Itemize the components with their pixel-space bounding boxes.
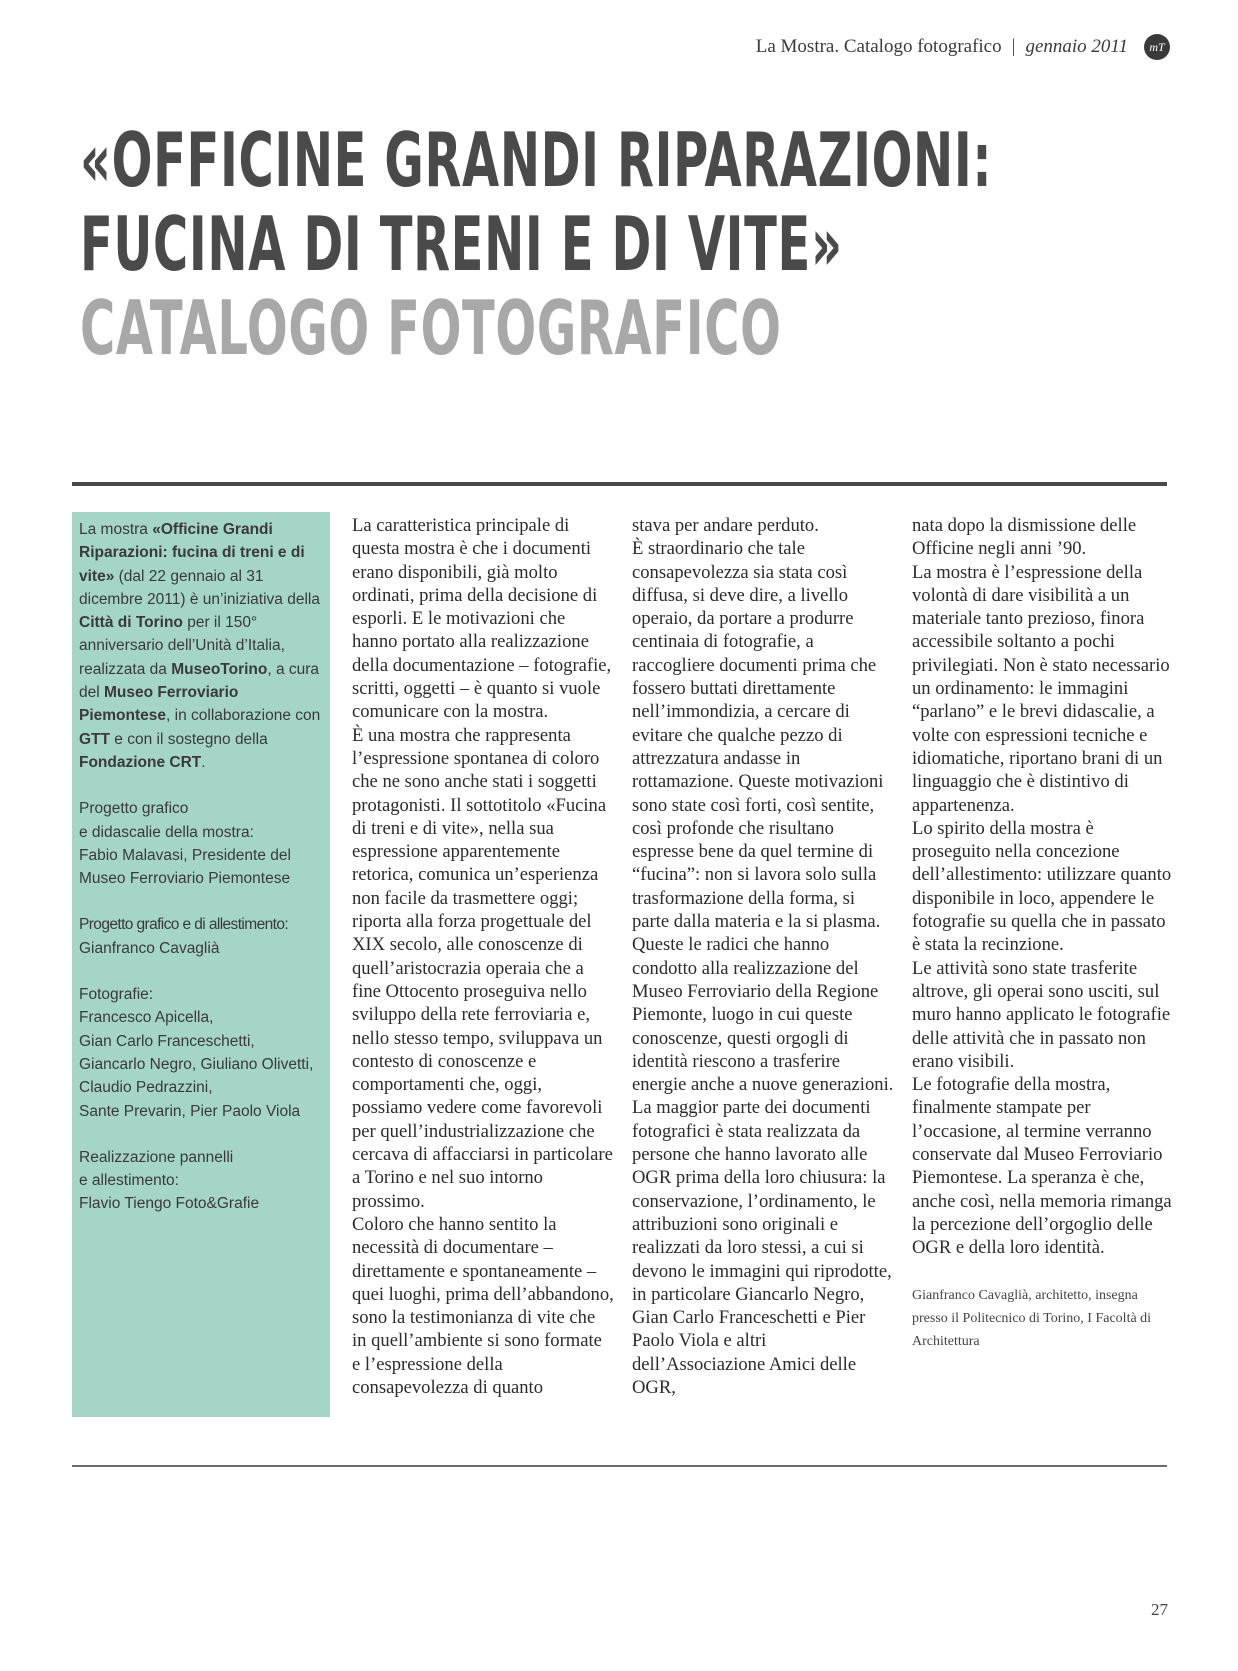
sidebar-intro — [79, 518, 324, 774]
paragraph: Coloro che hanno sentito la necessità di documentare – direttamente e spontaneamente – quei luoghi, prima dell’abbandono, sono la testimonianza di vite che in quell’ambiente si sono formate e l’espressione della consapevolezza di quanto — [352, 1213, 614, 1398]
organizer-name: MuseoTorino — [171, 660, 268, 678]
bottom-divider — [72, 1465, 1167, 1467]
author-signature: Gianfranco Cavaglià, architetto, insegna presso il Politecnico di Torino, I Facoltà di Architettura — [912, 1287, 1152, 1350]
paragraph: stava per andare perduto. — [632, 515, 819, 536]
title-line-1: «OFFICINE GRANDI RIPARAZIONI: — [80, 116, 993, 204]
paragraph: È una mostra che rappresenta l’espressione spontanea di coloro che ne sono anche stati i soggetti protagonisti. Il sottotitolo «Fucina di treni e di vite», nella sua espressione apparentemente retorica, comunica un’esperienza non facile da trasmettere oggi; riporta alla forza progettuale del XIX secolo, alle conoscenze di quell’aristocrazia operaia che a fine Ottocento proseguiva nello sviluppo della rete ferroviaria e, nello stesso tempo, sviluppava un contesto di conoscenze e comportamenti che, oggi, possiamo vedere come favorevoli per quell’industrializzazione che cercava di affacciarsi in particolare a Torino e nel suo intorno prossimo. — [352, 724, 613, 1212]
info-sidebar — [72, 512, 330, 1417]
publication-name: La Mostra. Catalogo fotografico — [755, 36, 1002, 57]
issue-date: gennaio 2011 — [1025, 36, 1128, 57]
credit-line: Sante Prevarin, Pier Paolo Viola — [79, 1102, 301, 1120]
top-divider — [72, 482, 1167, 486]
intro-text: (dal 22 gennaio al 31 dicembre 2011) è un’iniziativa della — [79, 567, 320, 608]
article-title — [80, 118, 1130, 370]
header-separator: | — [1011, 36, 1016, 57]
intro-text: , in collaborazione con — [166, 707, 321, 725]
intro-text: e con il sostegno della — [110, 730, 268, 748]
page-number: 27 — [1151, 1600, 1168, 1619]
curator-name: Museo Ferroviario Piemontese — [79, 684, 239, 725]
running-header — [756, 34, 1170, 60]
credit-line: e didascalie della mostra: — [79, 823, 254, 841]
credit-line: Gian Carlo Franceschetti, — [79, 1032, 255, 1050]
credit-line: Fabio Malavasi, Presidente del — [79, 846, 291, 864]
paragraph: La maggior parte dei documenti fotografici è stata realizzata da persone che hanno lavorato alle OGR prima della loro chiusura: la conservazione, l’ordinamento, le attribuzioni sono originali e realizzati da loro stessi, a cui si devono le immagini qui riprodotte, in particolare Giancarlo Negro, Gian Carlo Franceschetti e Pier Paolo Viola e altri dell’Associazione Amici delle OGR, — [632, 1097, 892, 1398]
body-column-1 — [352, 514, 614, 1399]
credit-photography — [79, 983, 324, 1123]
credit-line: Gianfranco Cavaglià — [79, 939, 220, 957]
credit-setup-design — [79, 913, 324, 960]
sponsor-name: Fondazione CRT — [79, 753, 202, 771]
body-column-2 — [632, 514, 894, 1399]
credit-line: Realizzazione pannelli — [79, 1148, 234, 1166]
paragraph: Le attività sono state trasferite altrove, gli operai sono usciti, sul muro hanno applicato le fotografie delle attività che in passato non erano visibili. — [912, 957, 1171, 1072]
credit-line: Progetto grafico e di allestimento: — [79, 916, 289, 934]
paragraph: Lo spirito della mostra è proseguito nella concezione dell’allestimento: utilizzare quanto disponibile in loco, appendere le fotografie su quella che in passato è stata la recinzione. — [912, 817, 1172, 956]
credit-line: Claudio Pedrazzini, — [79, 1079, 213, 1097]
paragraph: La caratteristica principale di questa mostra è che i documenti erano disponibili, già molto ordinati, prima della decisione di esporli. E le motivazioni che hanno portato alla realizzazione della documentazione – fotografie, scritti, oggetti – è quanto si vuole comunicare con la mostra. — [352, 515, 612, 723]
body-column-3 — [912, 514, 1174, 1353]
intro-text: , a cura del — [79, 660, 320, 702]
exhibition-name: «Officine Grandi Riparazioni: fucina di treni e di vite» — [79, 521, 305, 585]
paragraph: La mostra è l’espressione della volontà di dare visibilità a un materiale tanto prezioso, finora accessibile soltanto a pochi privilegiati. Non è stato necessario un ordinamento: le immagini “parlano” e le brevi didascalie, a volte con espressioni tecniche e idiomatiche, riportano brani di un linguaggio che è distintivo di appartenenza. — [912, 561, 1170, 816]
credit-panels — [79, 1146, 324, 1216]
credit-line: Giancarlo Negro, Giuliano Olivetti, — [79, 1055, 314, 1073]
magazine-logo-icon: mT — [1144, 34, 1170, 60]
paragraph: Le fotografie della mostra, finalmente stampate per l’occasione, al termine verranno conservate dal Museo Ferroviario Piemontese. La speranza è che, anche così, nella memoria rimanga la percezione dell’orgoglio delle OGR e della loro identità. — [912, 1074, 1172, 1259]
intro-text: . — [201, 753, 206, 771]
intro-text: La mostra — [79, 521, 153, 538]
partner-name: GTT — [79, 730, 110, 748]
intro-text: per il 150° anniversario dell’Unità d’Italia, realizzata da — [79, 614, 285, 678]
title-line-2: FUCINA DI TRENI E DI VITE» — [80, 200, 843, 288]
paragraph: È straordinario che tale consapevolezza sia stata così diffusa, si deve dire, a livello operaio, da portare a produrre centinaia di fotografie, a raccogliere documenti prima che fossero buttati direttamente nell’immondizia, a cercare di evitare che qualche pezzo di attrezzatura andasse in rottamazione. Queste motivazioni sono state così forti, così sentite, così profonde che risultano espresse bene da quel termine di “fucina”: non si lavora solo sulla trasformazione della forma, si parte dalla materia e la si plasma. — [632, 538, 884, 933]
credit-line: Francesco Apicella, — [79, 1009, 214, 1027]
credit-graphic-design — [79, 797, 324, 890]
paragraph: Queste le radici che hanno condotto alla realizzazione del Museo Ferroviario della Regione Piemonte, luogo in cui queste conoscenze, questi orgogli di identità riescono a trasferire energie anche a nuove generazioni. — [632, 934, 894, 1096]
credit-line: Museo Ferroviario Piemontese — [79, 870, 291, 888]
credit-line: e allestimento: — [79, 1172, 179, 1190]
article-subtitle: CATALOGO FOTOGRAFICO — [80, 284, 782, 372]
credit-line: Progetto grafico — [79, 800, 189, 818]
paragraph: nata dopo la dismissione delle Officine negli anni ’90. — [912, 515, 1137, 560]
city-name: Città di Torino — [79, 614, 183, 632]
credit-line: Fotografie: — [79, 986, 154, 1004]
credit-line: Flavio Tiengo Foto&Grafie — [79, 1195, 260, 1213]
